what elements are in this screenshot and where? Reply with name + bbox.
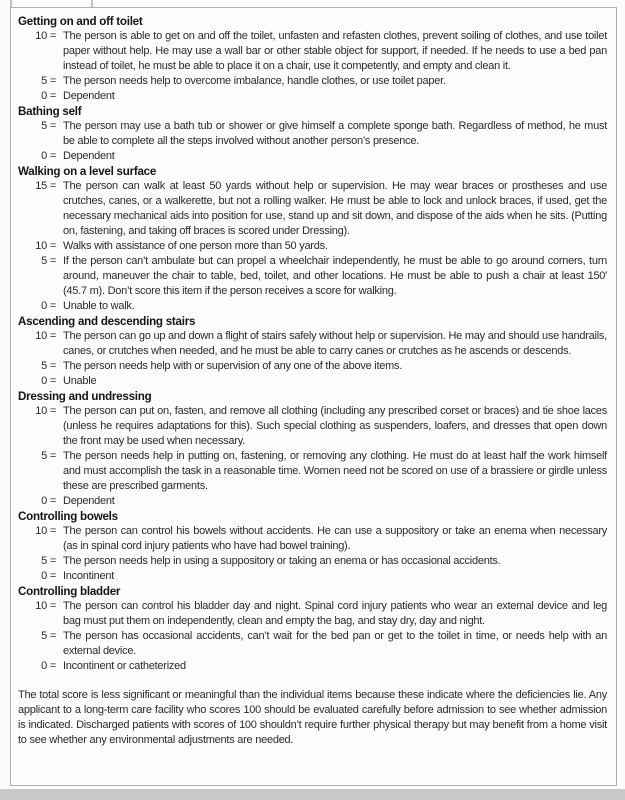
score-item: [18, 599, 607, 629]
score-item: [18, 359, 607, 374]
score-value: 10 =: [35, 600, 56, 612]
score-item: [18, 299, 607, 314]
score-item: [18, 404, 607, 449]
score-item: [18, 449, 607, 494]
score-value: 5 =: [41, 450, 56, 462]
score-description: Dependent: [63, 495, 115, 507]
score-description: The person can go up and down a flight of stairs safely without help or supervision. He may and should use handrails, canes, or crutches when needed, and he must be able to carry canes or crutches as he ascends or descends.: [63, 330, 607, 357]
section-heading: Ascending and descending stairs: [18, 315, 196, 328]
score-value: 5 =: [41, 630, 56, 642]
score-description: Walks with assistance of one person more than 50 yards.: [63, 240, 328, 252]
score-item: [18, 239, 607, 254]
score-item: [18, 329, 607, 359]
page-edge-shadow: [0, 789, 625, 800]
section-heading: Dressing and undressing: [18, 390, 152, 403]
criteria-section: [18, 104, 607, 164]
score-description: Dependent: [63, 150, 115, 162]
scan-artifact-tick: [91, 0, 93, 7]
score-description: Incontinent or catheterized: [63, 660, 186, 672]
scoring-criteria-document: [18, 14, 607, 748]
score-value: 10 =: [35, 525, 56, 537]
score-item: [18, 149, 607, 164]
score-value: 5 =: [41, 360, 56, 372]
score-value: 5 =: [41, 255, 56, 267]
score-description: The person may use a bath tub or shower or give himself a complete sponge bath. Regardless of method, he must be able to complete all the steps involved without another person’s presence.: [63, 120, 607, 147]
sections-container: [18, 14, 607, 674]
criteria-section: [18, 164, 607, 314]
section-heading: Bathing self: [18, 105, 82, 118]
score-item: [18, 524, 607, 554]
section-heading: Controlling bowels: [18, 510, 118, 523]
score-item: [18, 494, 607, 509]
score-description: The person can walk at least 50 yards without help or supervision. He may wear braces or prostheses and use crutches, canes, or a walkerette, but not a rolling walker. He must be able to lock and unlock braces, if used, get the necessary mechanical aids into position for use, stand up and sit down, and dispose of the aids when he sits. (Putting on, fastening, and taking off braces is scored under Dressing).: [63, 180, 607, 237]
score-value: 0 =: [41, 90, 56, 102]
score-description: The person is able to get on and off the toilet, unfasten and refasten clothes, prevent soiling of clothes, and use toilet paper without help. He may use a wall bar or other stable object for support, if needed. If he needs to use a bed pan instead of toilet, he must be able to place it on a chair, use it competently, and empty and clean it.: [63, 30, 607, 72]
score-item: [18, 29, 607, 74]
score-description: The person can control his bladder day and night. Spinal cord injury patients who wear an external device and leg bag must put them on independently, clean and empty the bag, and stay dry, day and night.: [63, 600, 607, 627]
score-description: The person needs help in putting on, fastening, or removing any clothing. He must do at least half the work himself and must accomplish the task in a reasonable time. Women need not be scored on use of a brassiere or girdle unless these are prescribed garments.: [63, 450, 607, 492]
score-item: [18, 254, 607, 299]
score-value: 10 =: [35, 30, 56, 42]
score-value: 0 =: [41, 300, 56, 312]
score-description: The person can control his bowels without accidents. He can use a suppository or take an enema when necessary (as in spinal cord injury patients who have had bowel training).: [63, 525, 607, 552]
score-description: The person needs help in using a suppository or taking an enema or has occasional accidents.: [63, 555, 501, 567]
score-description: Unable: [63, 375, 97, 387]
criteria-section: [18, 584, 607, 674]
score-description: Incontinent: [63, 570, 115, 582]
score-description: The person can put on, fasten, and remove all clothing (including any prescribed corset or braces) and tie shoe laces (unless he requires adaptations for this). Such special clothing as suspenders, loafers, and dresses that open down the front may be used when necessary.: [63, 405, 607, 447]
total-score-note: The total score is less significant or meaningful than the individual items because these indicate where the deficiencies lie. Any applicant to a long-term care facility who scores 100 should be evaluated carefully before admission to see whether admission is indicated. Discharged patients with scores of 100 shouldn’t require further physical therapy but may benefit from a home visit to see whether any environmental adjustments are needed.: [18, 689, 607, 746]
score-value: 0 =: [41, 375, 56, 387]
score-item: [18, 179, 607, 239]
score-description: If the person can’t ambulate but can propel a wheelchair independently, he must be able to go around corners, turn around, maneuver the chair to table, bed, toilet, and other locations. He must be able to push a chair at least 150′ (45.7 m). Don’t score this item if the person receives a score for walking.: [63, 255, 607, 297]
score-item: [18, 569, 607, 584]
score-value: 5 =: [41, 555, 56, 567]
score-item: [18, 659, 607, 674]
score-value: 0 =: [41, 570, 56, 582]
score-description: Unable to walk.: [63, 300, 135, 312]
score-description: The person needs help to overcome imbalance, handle clothes, or use toilet paper.: [63, 75, 446, 87]
score-item: [18, 374, 607, 389]
section-heading: Controlling bladder: [18, 585, 121, 598]
criteria-section: [18, 314, 607, 389]
section-heading: Walking on a level surface: [18, 165, 157, 178]
score-value: 15 =: [35, 180, 56, 192]
score-description: Dependent: [63, 90, 115, 102]
score-description: The person has occasional accidents, can’t wait for the bed pan or get to the toilet in time, or needs help with an external device.: [63, 630, 607, 657]
score-value: 10 =: [35, 330, 56, 342]
score-value: 5 =: [41, 75, 56, 87]
score-item: [18, 89, 607, 104]
score-item: [18, 119, 607, 149]
score-description: The person needs help with or supervision of any one of the above items.: [63, 360, 403, 372]
score-item: [18, 74, 607, 89]
score-value: 0 =: [41, 495, 56, 507]
criteria-section: [18, 389, 607, 509]
scan-artifact-tick: [10, 0, 12, 7]
score-item: [18, 629, 607, 659]
score-value: 0 =: [41, 660, 56, 672]
criteria-section: [18, 509, 607, 584]
score-item: [18, 554, 607, 569]
score-value: 0 =: [41, 150, 56, 162]
score-value: 10 =: [35, 240, 56, 252]
criteria-section: [18, 14, 607, 104]
score-value: 10 =: [35, 405, 56, 417]
section-heading: Getting on and off toilet: [18, 15, 143, 28]
document-page: [10, 7, 617, 786]
score-value: 5 =: [41, 120, 56, 132]
